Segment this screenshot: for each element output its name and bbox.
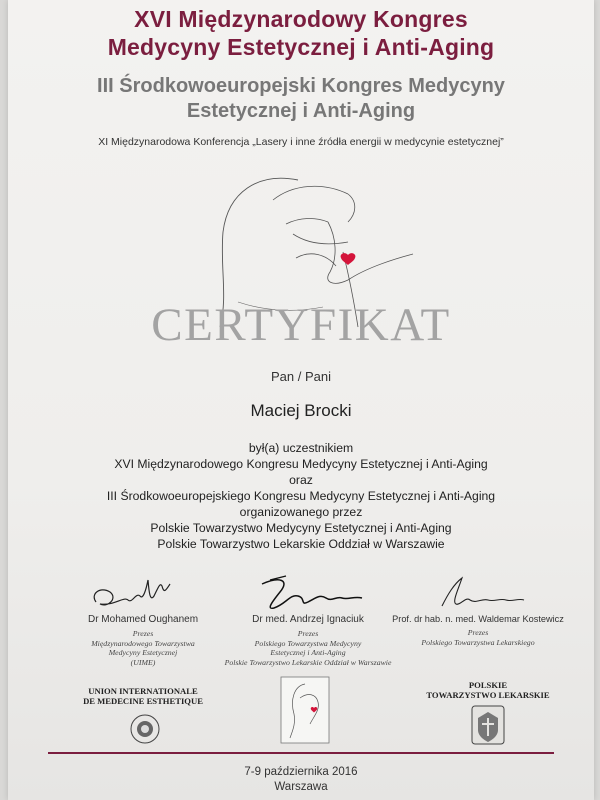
ptl-crest-icon: [470, 704, 506, 746]
body-line: III Środkowoeuropejskiego Kongresu Medycyny Estetycznej i Anti-Aging: [106, 489, 496, 503]
signature-kostewicz: [422, 570, 532, 615]
recipient-name: Maciej Brocki: [250, 401, 352, 420]
certificate-page: [8, 0, 594, 800]
body-line: oraz: [289, 473, 313, 487]
signatory-oughanem: [63, 614, 223, 667]
signatory-role: (UIME): [130, 657, 156, 667]
signatory-role: Prezes: [297, 629, 319, 638]
body-line: organizowanego przez: [239, 505, 363, 519]
org-name: TOWARZYSTWO LEKARSKIE: [426, 690, 550, 700]
title-line-1: XVI Międzynarodowy Kongres: [134, 6, 468, 32]
subtitle-line-1: III Środkowoeuropejski Kongres Medycyny: [97, 75, 505, 97]
signature-ignaciuk: [250, 570, 380, 618]
event-date: 7-9 października 2016: [244, 766, 358, 778]
body-line: XVI Międzynarodowego Kongresu Medycyny Estetycznej i Anti-Aging: [114, 457, 488, 471]
title-line-2: Medycyny Estetycznej i Anti-Aging: [107, 34, 495, 60]
uime-emblem-icon: [128, 712, 162, 746]
signatory-role: Estetycznej i Anti-Aging: [270, 648, 346, 657]
certificate-heading: CERTYFIKAT: [151, 299, 451, 351]
org-ptl: [413, 680, 563, 700]
salutation: Pan / Pani: [271, 369, 331, 384]
body-line: był(a) uczestnikiem: [248, 441, 354, 455]
org-name: UNION INTERNATIONALE: [88, 686, 198, 696]
conference-line: XI Międzynarodowa Konferencja „Lasery i inne źródła energii w medycynie estetycznej”: [98, 136, 504, 148]
signatory-name: Dr med. Andrzej Ignaciuk: [252, 614, 364, 625]
body-line: Polskie Towarzystwo Lekarskie Oddział w Warszawie: [157, 537, 445, 551]
heart-mark: [341, 253, 356, 265]
signatory-role: Międzynarodowego Towarzystwa: [91, 638, 195, 648]
signatory-role: Prezes: [132, 629, 154, 638]
signatory-role: Medycyny Estetycznej: [108, 648, 178, 657]
subtitle-line-2: Estetycznej i Anti-Aging: [186, 100, 416, 122]
signatory-name: Dr Mohamed Oughanem: [87, 614, 199, 625]
signatory-role: Polskiego Towarzystwa Medycyny: [254, 638, 362, 648]
signature-oughanem: [88, 572, 178, 617]
signatory-role: Polskiego Towarzystwa Lekarskiego: [421, 637, 535, 647]
signatory-name: Prof. dr hab. n. med. Waldemar Kostewicz: [392, 614, 564, 624]
org-uime: [68, 686, 218, 706]
signatory-ignaciuk: [218, 614, 398, 667]
signatory-role: Polskie Towarzystwo Lekarskie Oddział w Warszawie: [224, 657, 392, 667]
event-city: Warszawa: [274, 781, 328, 793]
signatory-kostewicz: [380, 614, 576, 647]
body-line: Polskie Towarzystwo Medycyny Estetycznej i Anti-Aging: [150, 521, 452, 535]
footer-divider: [48, 752, 554, 754]
ptmeaa-logo-icon: [280, 676, 330, 744]
org-name: DE MEDECINE ESTHETIQUE: [83, 696, 203, 706]
signatory-role: Prezes: [467, 628, 489, 637]
org-name: POLSKIE: [468, 680, 508, 690]
